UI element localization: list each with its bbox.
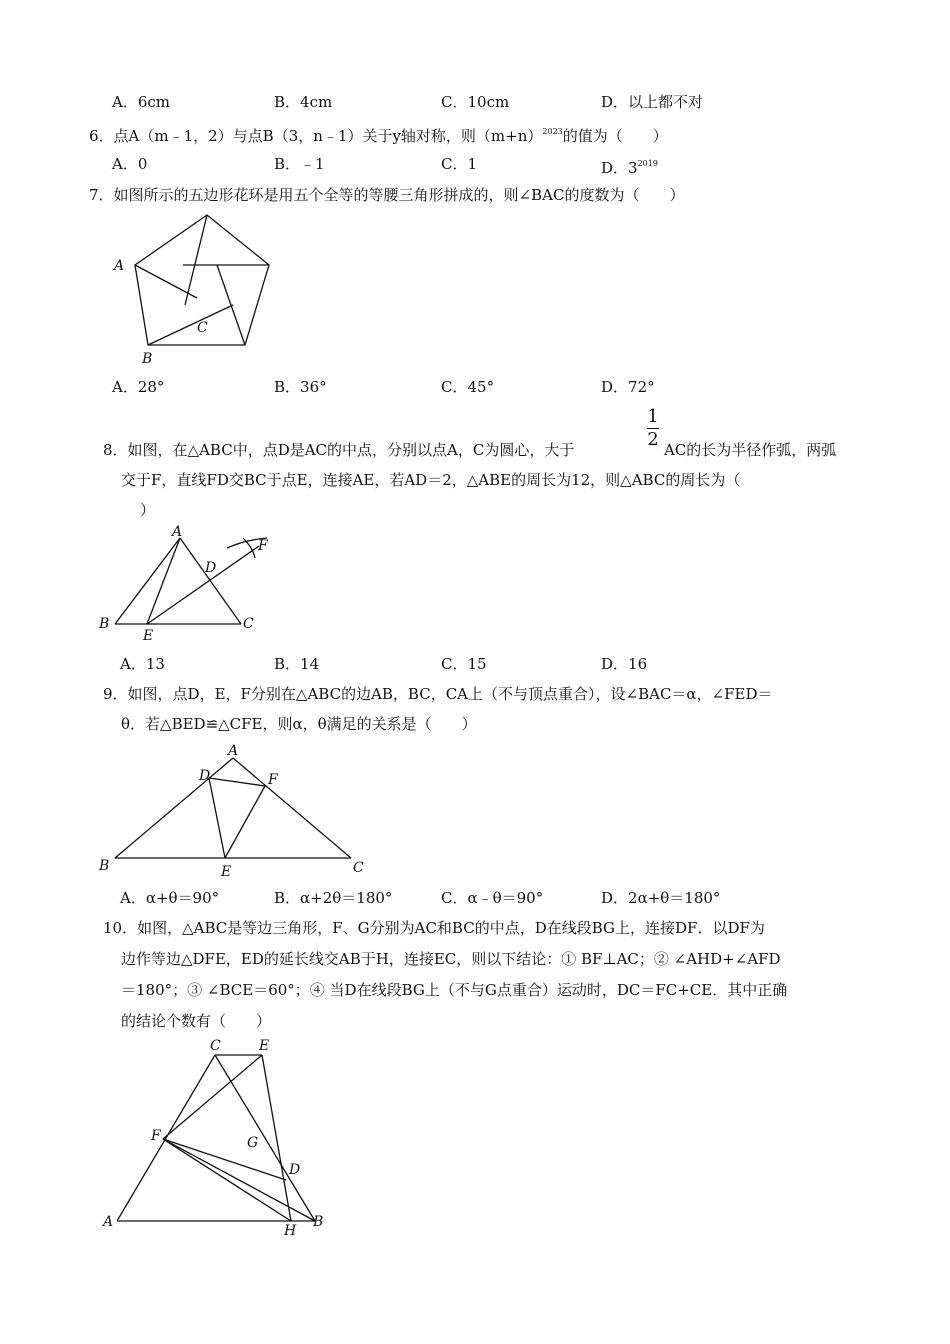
- q9-line2: θ．若△BED≌△CFE，则α，θ满足的关系是（ ）: [121, 715, 477, 733]
- q9-option-b: B．α+2θ＝180°: [274, 889, 393, 907]
- q9-option-d: D．2α+θ＝180°: [601, 889, 721, 907]
- q8-option-d: D．16: [601, 655, 648, 673]
- q8-option-b: B．14: [274, 655, 320, 673]
- q8-line1: 8．如图，在△ABC中，点D是AC的中点，分别以点A，C为圆心，大于: [103, 441, 575, 459]
- q7-option-b: B．36°: [274, 378, 327, 396]
- q10-label-c: C: [210, 1038, 221, 1054]
- q8-fraction-half: 1 2: [647, 406, 659, 450]
- q7-label-a: A: [114, 258, 125, 274]
- q6-stem: 6．点A（m﹣1，2）与点B（3，n﹣1）关于y轴对称，则$(m+n)^{2023}$的值为（ ）: [89, 127, 668, 145]
- q10-figure: [95, 1030, 345, 1245]
- q10-line3: ＝180°；③ ∠BCE＝60°；④ 当D在线段BG上（不与G点重合）运动时，DC＝FC+CE．其中正确: [121, 981, 788, 999]
- q10-label-e: E: [259, 1038, 270, 1054]
- q9-line1: 9．如图，点D，E，F分别在△ABC的边AB，BC，CA上（不与顶点重合），设∠BAC＝α，∠FED＝: [103, 685, 773, 703]
- q6-option-d: D．$3^{2019}$: [601, 159, 658, 177]
- q7-option-d: D．72°: [601, 378, 655, 396]
- q6-option-b: B．﹣1: [274, 155, 325, 173]
- q10-label-a: A: [103, 1214, 114, 1230]
- q8-label-b: B: [99, 616, 110, 632]
- q8-option-a: A．13: [120, 655, 165, 673]
- q10-label-h: H: [284, 1223, 297, 1239]
- q8-line3: ）: [140, 501, 156, 519]
- q9-label-a: A: [228, 743, 239, 759]
- q10-label-b: B: [313, 1214, 324, 1230]
- q9-label-f: F: [268, 772, 278, 788]
- q9-option-a: A．α+θ＝90°: [120, 889, 220, 907]
- q10-label-d: D: [289, 1162, 301, 1178]
- q5-option-a: A．6cm: [112, 93, 171, 111]
- q7-pentagon-figure: [105, 210, 285, 370]
- q7-option-c: C．45°: [441, 378, 495, 396]
- q10-label-f: F: [151, 1128, 161, 1144]
- q10-line4: 的结论个数有（ ）: [121, 1012, 272, 1030]
- q9-triangle-figure: [95, 738, 385, 878]
- q9-option-c: C．α﹣θ＝90°: [441, 889, 544, 907]
- q5-option-b: B．4cm: [274, 93, 333, 111]
- q9-label-b: B: [99, 858, 110, 874]
- q6-option-a: A．0: [112, 155, 148, 173]
- q9-label-d: D: [199, 768, 211, 784]
- q10-line2: 边作等边△DFE，ED的延长线交AB于H，连接EC，则以下结论：① BF⊥AC；② ∠AHD+∠AFD: [121, 950, 781, 968]
- q8-option-c: C．15: [441, 655, 487, 673]
- q8-label-f: F: [258, 538, 268, 554]
- q10-line1: 10．如图，△ABC是等边三角形，F、G分别为AC和BC的中点，D在线段BG上，连接DF．以DF为: [103, 919, 765, 937]
- q8-label-e: E: [143, 628, 154, 644]
- q9-label-e: E: [221, 864, 232, 880]
- q8-line2: 交于F，直线FD交BC于点E，连接AE，若AD＝2，△ABE的周长为12，则△ABC的周长为（: [121, 471, 741, 489]
- q5-option-d: D．以上都不对: [601, 93, 704, 111]
- q8-label-a: A: [172, 524, 183, 540]
- q8-label-c: C: [243, 616, 254, 632]
- q8-label-d: D: [205, 560, 217, 576]
- q8-triangle-figure: [95, 520, 295, 650]
- q7-stem: 7．如图所示的五边形花环是用五个全等的等腰三角形拼成的，则∠BAC的度数为（ ）: [89, 186, 685, 204]
- q5-option-c: C．10cm: [441, 93, 510, 111]
- q7-option-a: A．28°: [112, 378, 165, 396]
- q6-option-c: C．1: [441, 155, 478, 173]
- q7-label-b: B: [142, 351, 153, 367]
- q10-label-g: G: [247, 1135, 259, 1151]
- q7-label-c: C: [197, 320, 208, 336]
- q9-label-c: C: [353, 860, 364, 876]
- q8-line1-tail: AC的长为半径作弧，两弧: [664, 441, 837, 459]
